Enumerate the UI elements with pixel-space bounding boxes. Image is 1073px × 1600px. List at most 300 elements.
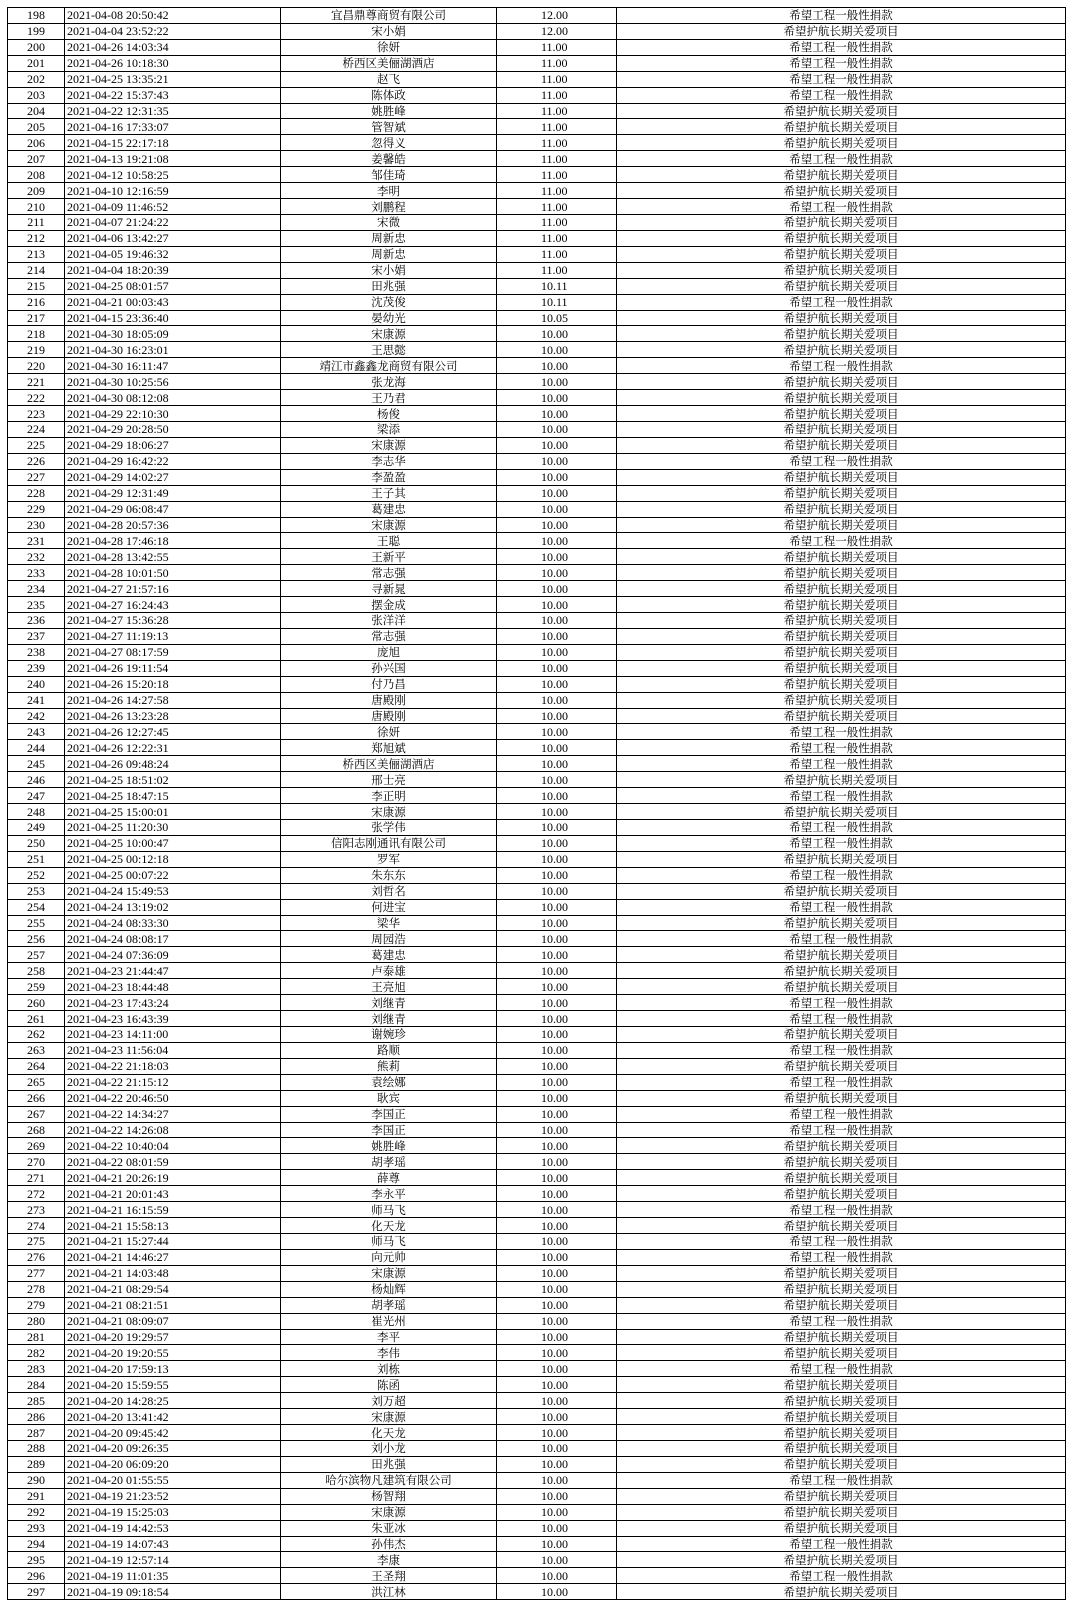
row-number: 280 bbox=[8, 1313, 65, 1329]
donor-name: 赵飞 bbox=[281, 71, 497, 87]
row-number: 271 bbox=[8, 1170, 65, 1186]
donation-amount: 10.00 bbox=[497, 1504, 617, 1520]
donation-amount: 12.00 bbox=[497, 23, 617, 39]
project-name: 希望工程一般性捐款 bbox=[617, 294, 1066, 310]
table-row bbox=[8, 692, 1066, 708]
project-name: 希望护航长期关爱项目 bbox=[617, 278, 1066, 294]
donation-time: 2021-04-05 19:46:32 bbox=[65, 246, 281, 262]
donation-time: 2021-04-16 17:33:07 bbox=[65, 119, 281, 135]
row-number: 296 bbox=[8, 1568, 65, 1584]
donor-name: 沈茂俊 bbox=[281, 294, 497, 310]
row-number: 208 bbox=[8, 167, 65, 183]
row-number: 282 bbox=[8, 1345, 65, 1361]
donation-amount: 10.00 bbox=[497, 1345, 617, 1361]
table-row bbox=[8, 565, 1066, 581]
donation-time: 2021-04-20 01:55:55 bbox=[65, 1472, 281, 1488]
donor-name: 梁添 bbox=[281, 421, 497, 437]
table-row bbox=[8, 421, 1066, 437]
project-name: 希望护航长期关爱项目 bbox=[617, 1027, 1066, 1043]
donor-name: 宜昌鼎尊商贸有限公司 bbox=[281, 8, 497, 24]
table-row bbox=[8, 214, 1066, 230]
table-row bbox=[8, 628, 1066, 644]
project-name: 希望护航长期关爱项目 bbox=[617, 660, 1066, 676]
donation-time: 2021-04-15 23:36:40 bbox=[65, 310, 281, 326]
row-number: 270 bbox=[8, 1154, 65, 1170]
project-name: 希望工程一般性捐款 bbox=[617, 87, 1066, 103]
project-name: 希望工程一般性捐款 bbox=[617, 1106, 1066, 1122]
donation-amount: 10.00 bbox=[497, 1138, 617, 1154]
donation-time: 2021-04-21 00:03:43 bbox=[65, 294, 281, 310]
project-name: 希望护航长期关爱项目 bbox=[617, 1488, 1066, 1504]
donor-name: 宋小娟 bbox=[281, 262, 497, 278]
row-number: 229 bbox=[8, 501, 65, 517]
table-row bbox=[8, 1584, 1066, 1600]
donation-amount: 11.00 bbox=[497, 199, 617, 215]
donation-time: 2021-04-21 15:58:13 bbox=[65, 1218, 281, 1234]
donation-time: 2021-04-26 19:11:54 bbox=[65, 660, 281, 676]
row-number: 248 bbox=[8, 804, 65, 820]
donation-time: 2021-04-21 08:21:51 bbox=[65, 1297, 281, 1313]
donation-time: 2021-04-30 16:11:47 bbox=[65, 358, 281, 374]
donation-time: 2021-04-21 20:26:19 bbox=[65, 1170, 281, 1186]
row-number: 283 bbox=[8, 1361, 65, 1377]
table-row bbox=[8, 660, 1066, 676]
donation-amount: 10.00 bbox=[497, 835, 617, 851]
donor-name: 杨俊 bbox=[281, 406, 497, 422]
project-name: 希望工程一般性捐款 bbox=[617, 1202, 1066, 1218]
donation-amount: 10.00 bbox=[497, 995, 617, 1011]
donation-time: 2021-04-20 15:59:55 bbox=[65, 1377, 281, 1393]
donation-amount: 10.05 bbox=[497, 310, 617, 326]
table-row bbox=[8, 1361, 1066, 1377]
donation-time: 2021-04-29 14:02:27 bbox=[65, 469, 281, 485]
project-name: 希望工程一般性捐款 bbox=[617, 724, 1066, 740]
donation-time: 2021-04-30 16:23:01 bbox=[65, 342, 281, 358]
project-name: 希望工程一般性捐款 bbox=[617, 867, 1066, 883]
row-number: 297 bbox=[8, 1584, 65, 1600]
project-name: 希望工程一般性捐款 bbox=[617, 8, 1066, 24]
row-number: 274 bbox=[8, 1218, 65, 1234]
donation-amount: 10.00 bbox=[497, 1409, 617, 1425]
project-name: 希望护航长期关爱项目 bbox=[617, 549, 1066, 565]
donation-amount: 10.00 bbox=[497, 613, 617, 629]
donor-name: 晏幼光 bbox=[281, 310, 497, 326]
donation-amount: 10.00 bbox=[497, 772, 617, 788]
row-number: 250 bbox=[8, 835, 65, 851]
donor-name: 刘继青 bbox=[281, 995, 497, 1011]
row-number: 255 bbox=[8, 915, 65, 931]
donor-name: 宋小娟 bbox=[281, 23, 497, 39]
donation-amount: 10.00 bbox=[497, 390, 617, 406]
donor-name: 卢泰雄 bbox=[281, 963, 497, 979]
donation-time: 2021-04-19 14:07:43 bbox=[65, 1536, 281, 1552]
project-name: 希望工程一般性捐款 bbox=[617, 71, 1066, 87]
donation-amount: 10.11 bbox=[497, 278, 617, 294]
donor-name: 李国正 bbox=[281, 1122, 497, 1138]
donation-time: 2021-04-25 00:07:22 bbox=[65, 867, 281, 883]
donation-time: 2021-04-24 13:19:02 bbox=[65, 899, 281, 915]
donation-amount: 11.00 bbox=[497, 183, 617, 199]
row-number: 203 bbox=[8, 87, 65, 103]
donation-time: 2021-04-29 12:31:49 bbox=[65, 485, 281, 501]
donation-amount: 11.00 bbox=[497, 119, 617, 135]
row-number: 292 bbox=[8, 1504, 65, 1520]
row-number: 285 bbox=[8, 1393, 65, 1409]
donor-name: 罗军 bbox=[281, 851, 497, 867]
project-name: 希望工程一般性捐款 bbox=[617, 358, 1066, 374]
row-number: 199 bbox=[8, 23, 65, 39]
row-number: 241 bbox=[8, 692, 65, 708]
donation-time: 2021-04-21 20:01:43 bbox=[65, 1186, 281, 1202]
donor-name: 宋康源 bbox=[281, 326, 497, 342]
donation-time: 2021-04-22 14:26:08 bbox=[65, 1122, 281, 1138]
table-row bbox=[8, 676, 1066, 692]
donation-time: 2021-04-19 15:25:03 bbox=[65, 1504, 281, 1520]
row-number: 238 bbox=[8, 644, 65, 660]
table-row bbox=[8, 820, 1066, 836]
project-name: 希望护航长期关爱项目 bbox=[617, 310, 1066, 326]
project-name: 希望护航长期关爱项目 bbox=[617, 119, 1066, 135]
donation-amount: 10.00 bbox=[497, 342, 617, 358]
donation-time: 2021-04-22 20:46:50 bbox=[65, 1090, 281, 1106]
donor-name: 刘小龙 bbox=[281, 1440, 497, 1456]
project-name: 希望护航长期关爱项目 bbox=[617, 1504, 1066, 1520]
table-row bbox=[8, 119, 1066, 135]
table-row bbox=[8, 469, 1066, 485]
table-row bbox=[8, 899, 1066, 915]
project-name: 希望工程一般性捐款 bbox=[617, 1536, 1066, 1552]
donation-time: 2021-04-04 23:52:22 bbox=[65, 23, 281, 39]
donation-time: 2021-04-22 15:37:43 bbox=[65, 87, 281, 103]
donation-time: 2021-04-20 06:09:20 bbox=[65, 1456, 281, 1472]
donation-amount: 10.00 bbox=[497, 883, 617, 899]
donation-time: 2021-04-27 16:24:43 bbox=[65, 597, 281, 613]
donation-time: 2021-04-26 10:18:30 bbox=[65, 55, 281, 71]
row-number: 235 bbox=[8, 597, 65, 613]
row-number: 273 bbox=[8, 1202, 65, 1218]
donor-name: 宋康源 bbox=[281, 1504, 497, 1520]
donation-time: 2021-04-30 08:12:08 bbox=[65, 390, 281, 406]
donation-amount: 10.00 bbox=[497, 358, 617, 374]
table-row bbox=[8, 294, 1066, 310]
table-row bbox=[8, 310, 1066, 326]
donation-time: 2021-04-23 11:56:04 bbox=[65, 1042, 281, 1058]
donation-amount: 10.00 bbox=[497, 406, 617, 422]
row-number: 265 bbox=[8, 1074, 65, 1090]
donation-time: 2021-04-20 19:29:57 bbox=[65, 1329, 281, 1345]
project-name: 希望护航长期关爱项目 bbox=[617, 374, 1066, 390]
project-name: 希望护航长期关爱项目 bbox=[617, 708, 1066, 724]
row-number: 244 bbox=[8, 740, 65, 756]
row-number: 272 bbox=[8, 1186, 65, 1202]
table-row bbox=[8, 979, 1066, 995]
donation-amount: 10.00 bbox=[497, 708, 617, 724]
donation-amount: 10.00 bbox=[497, 1042, 617, 1058]
row-number: 278 bbox=[8, 1281, 65, 1297]
donor-name: 孙兴国 bbox=[281, 660, 497, 676]
donation-time: 2021-04-23 21:44:47 bbox=[65, 963, 281, 979]
donation-amount: 11.00 bbox=[497, 71, 617, 87]
donor-name: 田兆强 bbox=[281, 278, 497, 294]
donation-amount: 10.00 bbox=[497, 374, 617, 390]
row-number: 289 bbox=[8, 1456, 65, 1472]
donor-name: 摆金成 bbox=[281, 597, 497, 613]
row-number: 200 bbox=[8, 39, 65, 55]
row-number: 260 bbox=[8, 995, 65, 1011]
donation-amount: 10.00 bbox=[497, 1552, 617, 1568]
row-number: 279 bbox=[8, 1297, 65, 1313]
table-row bbox=[8, 835, 1066, 851]
project-name: 希望护航长期关爱项目 bbox=[617, 485, 1066, 501]
donor-name: 师马飞 bbox=[281, 1233, 497, 1249]
donor-name: 刘继青 bbox=[281, 1011, 497, 1027]
project-name: 希望护航长期关爱项目 bbox=[617, 1584, 1066, 1600]
project-name: 希望护航长期关爱项目 bbox=[617, 692, 1066, 708]
table-row bbox=[8, 262, 1066, 278]
project-name: 希望护航长期关爱项目 bbox=[617, 517, 1066, 533]
donor-name: 忽得义 bbox=[281, 135, 497, 151]
donation-amount: 10.00 bbox=[497, 1058, 617, 1074]
donation-amount: 10.00 bbox=[497, 740, 617, 756]
row-number: 204 bbox=[8, 103, 65, 119]
table-row bbox=[8, 406, 1066, 422]
donation-time: 2021-04-29 18:06:27 bbox=[65, 437, 281, 453]
donation-amount: 12.00 bbox=[497, 8, 617, 24]
project-name: 希望护航长期关爱项目 bbox=[617, 1218, 1066, 1234]
donor-name: 刘栋 bbox=[281, 1361, 497, 1377]
donation-amount: 10.00 bbox=[497, 517, 617, 533]
row-number: 228 bbox=[8, 485, 65, 501]
donation-time: 2021-04-27 08:17:59 bbox=[65, 644, 281, 660]
row-number: 253 bbox=[8, 883, 65, 899]
table-row bbox=[8, 1345, 1066, 1361]
project-name: 希望工程一般性捐款 bbox=[617, 1313, 1066, 1329]
donor-name: 陈体政 bbox=[281, 87, 497, 103]
donation-time: 2021-04-23 17:43:24 bbox=[65, 995, 281, 1011]
donor-name: 寻新晁 bbox=[281, 581, 497, 597]
donation-time: 2021-04-28 13:42:55 bbox=[65, 549, 281, 565]
project-name: 希望工程一般性捐款 bbox=[617, 740, 1066, 756]
table-row bbox=[8, 740, 1066, 756]
row-number: 262 bbox=[8, 1027, 65, 1043]
donation-amount: 10.00 bbox=[497, 421, 617, 437]
table-row bbox=[8, 1154, 1066, 1170]
project-name: 希望护航长期关爱项目 bbox=[617, 597, 1066, 613]
donation-time: 2021-04-21 08:09:07 bbox=[65, 1313, 281, 1329]
donation-time: 2021-04-26 09:48:24 bbox=[65, 756, 281, 772]
donation-amount: 10.00 bbox=[497, 533, 617, 549]
donation-amount: 10.00 bbox=[497, 1425, 617, 1441]
table-row bbox=[8, 135, 1066, 151]
project-name: 希望护航长期关爱项目 bbox=[617, 772, 1066, 788]
row-number: 214 bbox=[8, 262, 65, 278]
table-row bbox=[8, 1504, 1066, 1520]
donor-name: 胡孝瑶 bbox=[281, 1154, 497, 1170]
donor-name: 路顺 bbox=[281, 1042, 497, 1058]
donor-name: 邢士亮 bbox=[281, 772, 497, 788]
project-name: 希望护航长期关爱项目 bbox=[617, 613, 1066, 629]
donation-amount: 10.00 bbox=[497, 565, 617, 581]
donation-amount: 10.00 bbox=[497, 1170, 617, 1186]
table-row bbox=[8, 437, 1066, 453]
project-name: 希望护航长期关爱项目 bbox=[617, 628, 1066, 644]
table-row bbox=[8, 1568, 1066, 1584]
project-name: 希望工程一般性捐款 bbox=[617, 756, 1066, 772]
donor-name: 唐殿刚 bbox=[281, 708, 497, 724]
donor-name: 姚胜峰 bbox=[281, 103, 497, 119]
row-number: 256 bbox=[8, 931, 65, 947]
donor-name: 桥西区美俪湖酒店 bbox=[281, 55, 497, 71]
row-number: 252 bbox=[8, 867, 65, 883]
table-row bbox=[8, 597, 1066, 613]
table-row bbox=[8, 1520, 1066, 1536]
donation-time: 2021-04-30 18:05:09 bbox=[65, 326, 281, 342]
donor-name: 薛尊 bbox=[281, 1170, 497, 1186]
table-row bbox=[8, 501, 1066, 517]
donation-time: 2021-04-04 18:20:39 bbox=[65, 262, 281, 278]
donation-amount: 11.00 bbox=[497, 214, 617, 230]
row-number: 284 bbox=[8, 1377, 65, 1393]
table-row bbox=[8, 883, 1066, 899]
table-row bbox=[8, 230, 1066, 246]
project-name: 希望护航长期关爱项目 bbox=[617, 390, 1066, 406]
project-name: 希望工程一般性捐款 bbox=[617, 899, 1066, 915]
table-row bbox=[8, 278, 1066, 294]
donation-time: 2021-04-20 09:45:42 bbox=[65, 1425, 281, 1441]
donation-amount: 10.00 bbox=[497, 1027, 617, 1043]
project-name: 希望护航长期关爱项目 bbox=[617, 1456, 1066, 1472]
donation-time: 2021-04-26 15:20:18 bbox=[65, 676, 281, 692]
project-name: 希望护航长期关爱项目 bbox=[617, 103, 1066, 119]
row-number: 217 bbox=[8, 310, 65, 326]
table-row bbox=[8, 1058, 1066, 1074]
donation-time: 2021-04-10 12:16:59 bbox=[65, 183, 281, 199]
donation-time: 2021-04-20 17:59:13 bbox=[65, 1361, 281, 1377]
donation-amount: 10.00 bbox=[497, 899, 617, 915]
donor-name: 谢婉珍 bbox=[281, 1027, 497, 1043]
table-row bbox=[8, 1536, 1066, 1552]
row-number: 210 bbox=[8, 199, 65, 215]
project-name: 希望工程一般性捐款 bbox=[617, 1042, 1066, 1058]
donor-name: 田兆强 bbox=[281, 1456, 497, 1472]
table-row bbox=[8, 724, 1066, 740]
donor-name: 陈函 bbox=[281, 1377, 497, 1393]
donation-amount: 10.00 bbox=[497, 1011, 617, 1027]
row-number: 245 bbox=[8, 756, 65, 772]
donation-amount: 10.00 bbox=[497, 1218, 617, 1234]
donation-amount: 10.00 bbox=[497, 1202, 617, 1218]
row-number: 251 bbox=[8, 851, 65, 867]
donation-time: 2021-04-29 06:08:47 bbox=[65, 501, 281, 517]
donation-amount: 10.00 bbox=[497, 788, 617, 804]
table-row bbox=[8, 533, 1066, 549]
row-number: 249 bbox=[8, 820, 65, 836]
donation-amount: 10.00 bbox=[497, 453, 617, 469]
table-row bbox=[8, 246, 1066, 262]
project-name: 希望护航长期关爱项目 bbox=[617, 1377, 1066, 1393]
table-row bbox=[8, 517, 1066, 533]
table-row bbox=[8, 151, 1066, 167]
donation-amount: 10.00 bbox=[497, 1361, 617, 1377]
project-name: 希望护航长期关爱项目 bbox=[617, 1329, 1066, 1345]
project-name: 希望工程一般性捐款 bbox=[617, 199, 1066, 215]
table-row bbox=[8, 851, 1066, 867]
donation-time: 2021-04-09 11:46:52 bbox=[65, 199, 281, 215]
donation-amount: 10.00 bbox=[497, 549, 617, 565]
donation-amount: 10.00 bbox=[497, 947, 617, 963]
table-row bbox=[8, 644, 1066, 660]
project-name: 希望护航长期关爱项目 bbox=[617, 883, 1066, 899]
donation-time: 2021-04-20 09:26:35 bbox=[65, 1440, 281, 1456]
donor-name: 李康 bbox=[281, 1552, 497, 1568]
row-number: 233 bbox=[8, 565, 65, 581]
donation-amount: 11.00 bbox=[497, 103, 617, 119]
project-name: 希望工程一般性捐款 bbox=[617, 1472, 1066, 1488]
donation-time: 2021-04-21 16:15:59 bbox=[65, 1202, 281, 1218]
project-name: 希望工程一般性捐款 bbox=[617, 1249, 1066, 1265]
donation-time: 2021-04-23 16:43:39 bbox=[65, 1011, 281, 1027]
donor-name: 王亮旭 bbox=[281, 979, 497, 995]
donor-name: 管智斌 bbox=[281, 119, 497, 135]
project-name: 希望护航长期关爱项目 bbox=[617, 851, 1066, 867]
project-name: 希望护航长期关爱项目 bbox=[617, 23, 1066, 39]
project-name: 希望护航长期关爱项目 bbox=[617, 326, 1066, 342]
row-number: 211 bbox=[8, 214, 65, 230]
donation-amount: 10.00 bbox=[497, 1393, 617, 1409]
project-name: 希望工程一般性捐款 bbox=[617, 931, 1066, 947]
row-number: 286 bbox=[8, 1409, 65, 1425]
donation-amount: 10.00 bbox=[497, 1536, 617, 1552]
donor-name: 王新平 bbox=[281, 549, 497, 565]
table-row bbox=[8, 374, 1066, 390]
row-number: 230 bbox=[8, 517, 65, 533]
row-number: 221 bbox=[8, 374, 65, 390]
table-row bbox=[8, 581, 1066, 597]
donor-name: 宋康源 bbox=[281, 804, 497, 820]
project-name: 希望护航长期关爱项目 bbox=[617, 183, 1066, 199]
table-row bbox=[8, 1329, 1066, 1345]
donor-name: 熊莉 bbox=[281, 1058, 497, 1074]
table-row bbox=[8, 1170, 1066, 1186]
project-name: 希望护航长期关爱项目 bbox=[617, 804, 1066, 820]
donation-table-body bbox=[8, 8, 1066, 1600]
donation-amount: 10.00 bbox=[497, 1090, 617, 1106]
donor-name: 刘哲名 bbox=[281, 883, 497, 899]
row-number: 205 bbox=[8, 119, 65, 135]
table-row bbox=[8, 1425, 1066, 1441]
project-name: 希望护航长期关爱项目 bbox=[617, 1520, 1066, 1536]
table-row bbox=[8, 55, 1066, 71]
donation-time: 2021-04-19 09:18:54 bbox=[65, 1584, 281, 1600]
table-row bbox=[8, 1218, 1066, 1234]
project-name: 希望护航长期关爱项目 bbox=[617, 581, 1066, 597]
donor-name: 常志强 bbox=[281, 628, 497, 644]
row-number: 219 bbox=[8, 342, 65, 358]
row-number: 239 bbox=[8, 660, 65, 676]
table-row bbox=[8, 995, 1066, 1011]
donor-name: 郑旭斌 bbox=[281, 740, 497, 756]
project-name: 希望工程一般性捐款 bbox=[617, 1568, 1066, 1584]
donation-time: 2021-04-24 15:49:53 bbox=[65, 883, 281, 899]
row-number: 209 bbox=[8, 183, 65, 199]
table-row bbox=[8, 804, 1066, 820]
donation-time: 2021-04-25 10:00:47 bbox=[65, 835, 281, 851]
project-name: 希望护航长期关爱项目 bbox=[617, 979, 1066, 995]
donation-time: 2021-04-19 21:23:52 bbox=[65, 1488, 281, 1504]
donation-time: 2021-04-22 21:15:12 bbox=[65, 1074, 281, 1090]
donation-time: 2021-04-26 12:27:45 bbox=[65, 724, 281, 740]
table-row bbox=[8, 8, 1066, 24]
